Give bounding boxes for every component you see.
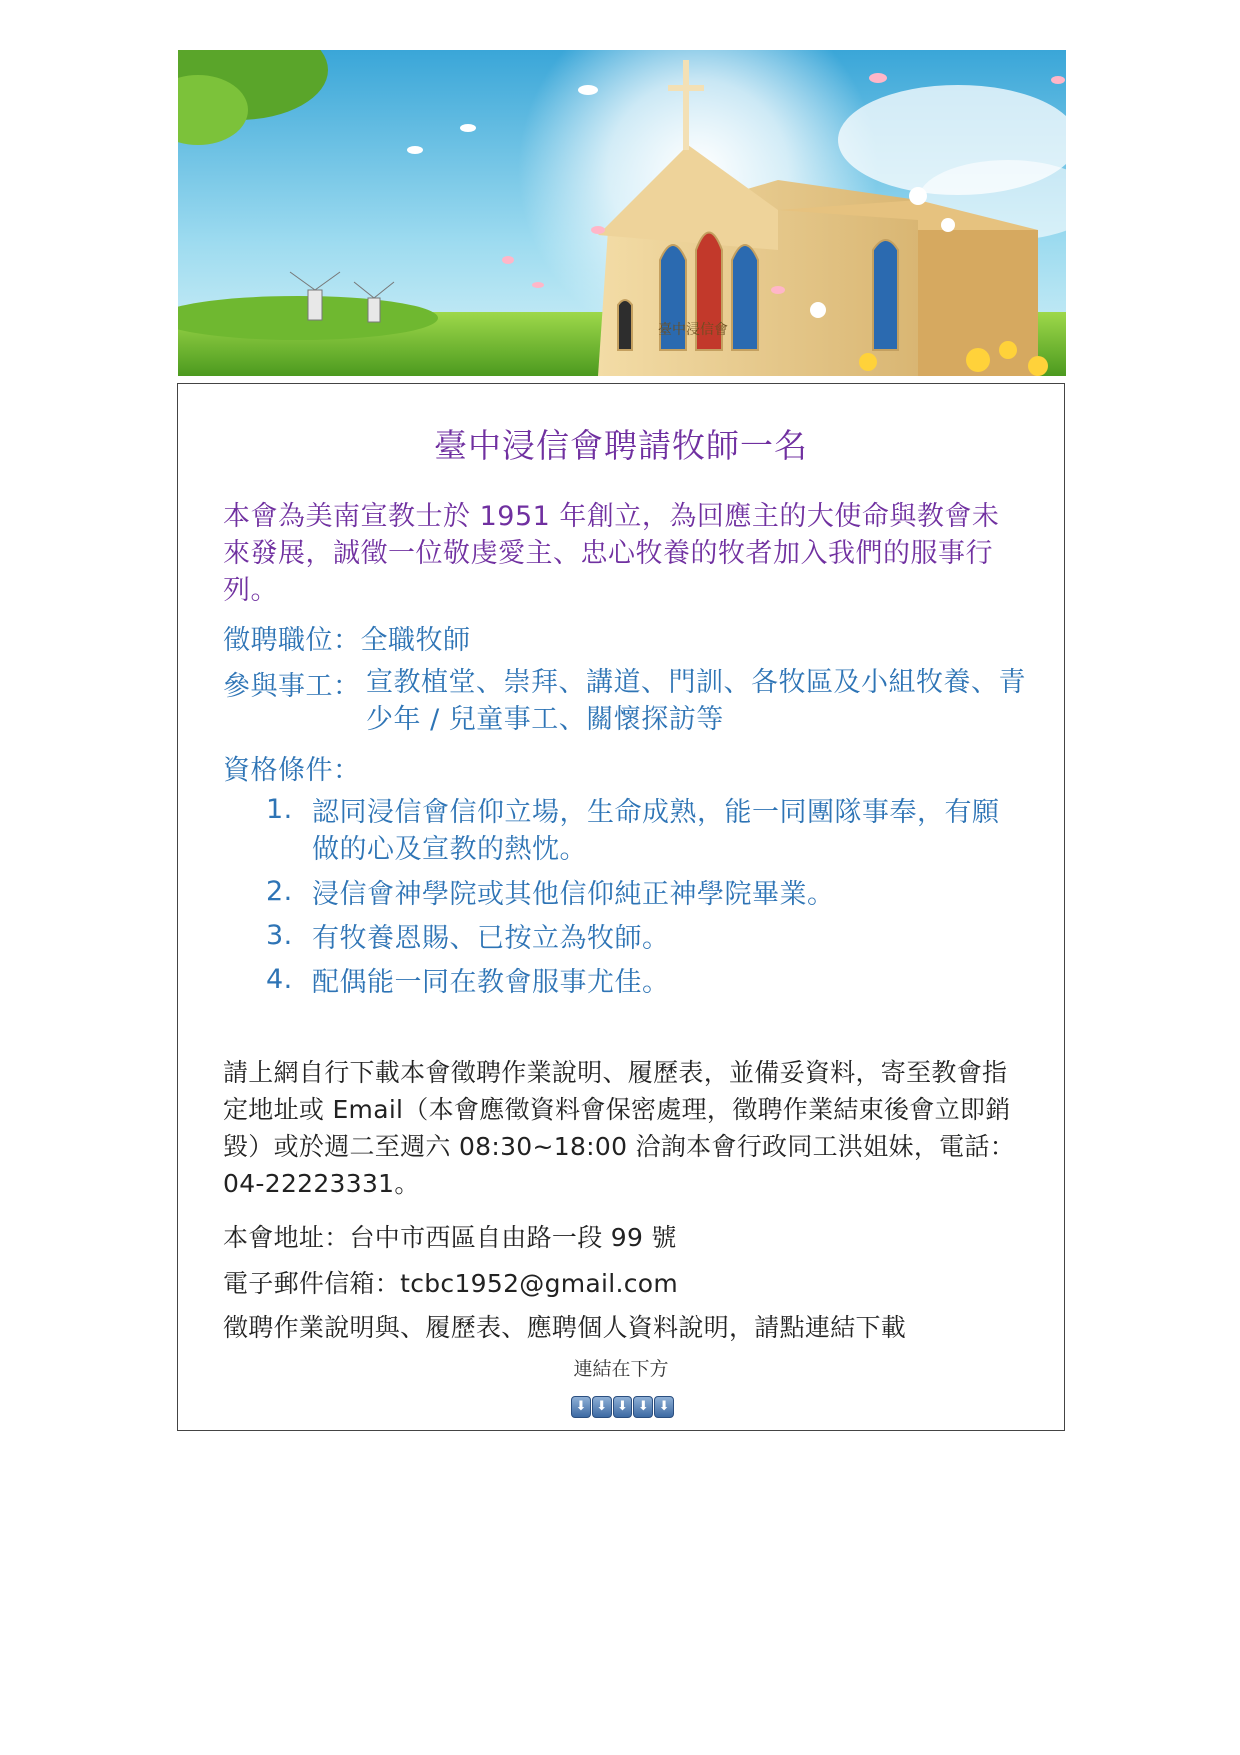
down-arrow-icon[interactable]: ⬇ — [613, 1396, 633, 1418]
job-posting-card — [177, 383, 1065, 1431]
qualification-number: 1. — [266, 794, 293, 825]
application-paragraph: 請上網自行下載本會徵聘作業說明、履歷表，並備妥資料，寄至教會指定地址或 Email（本會應徵資料會保密處理，徵聘作業結束後會立即銷毀）或於週二至週六 08:30~18:00 洽詢本會行政同工洪姐妹，電話：04-22223331。 — [223, 1058, 1016, 1198]
down-arrow-icon[interactable]: ⬇ — [654, 1396, 674, 1418]
qualification-number: 4. — [266, 964, 293, 995]
down-arrow-icon[interactable]: ⬇ — [633, 1396, 653, 1418]
download-arrows[interactable] — [571, 1396, 675, 1418]
church-sign-text: 臺中浸信會 — [658, 322, 728, 338]
download-note: 徵聘作業說明與、履歷表、應聘個人資料說明，請點連結下載 — [223, 1313, 907, 1342]
qualification-text: 浸信會神學院或其他信仰純正神學院畢業。 — [312, 879, 835, 910]
qualification-text: 配偶能一同在教會服事尤佳。 — [312, 967, 670, 998]
page-title: 臺中浸信會聘請牧師一名 — [434, 426, 808, 465]
church-banner-image — [178, 50, 1066, 376]
intro-paragraph: 本會為美南宣教士於 1951 年創立，為回應主的大使命與教會未來發展，誠徵一位敬虔愛主、忠心牧養的牧者加入我們的服事行列。 — [223, 501, 1000, 606]
church-email: 電子郵件信箱：tcbc1952@gmail.com — [223, 1269, 679, 1298]
church-address: 本會地址：台中市西區自由路一段 99 號 — [223, 1223, 677, 1252]
link-below-text: 連結在下方 — [573, 1358, 669, 1380]
qualification-number: 3. — [266, 920, 293, 951]
qualification-text: 有牧養恩賜、已按立為牧師。 — [312, 923, 670, 954]
down-arrow-icon[interactable]: ⬇ — [592, 1396, 612, 1418]
position-line: 徵聘職位：全職牧師 — [223, 625, 471, 656]
qualification-text: 認同浸信會信仰立場，生命成熟，能一同團隊事奉，有願做的心及宣教的熱忱。 — [312, 797, 1000, 865]
down-arrow-icon[interactable]: ⬇ — [571, 1396, 591, 1418]
duties-label: 參與事工： — [223, 671, 361, 702]
qualification-number: 2. — [266, 876, 293, 907]
qualifications-label: 資格條件： — [223, 755, 361, 786]
duties-text: 宣教植堂、崇拜、講道、門訓、各牧區及小組牧養、青少年 / 兒童事工、關懷探訪等 — [366, 667, 1026, 735]
